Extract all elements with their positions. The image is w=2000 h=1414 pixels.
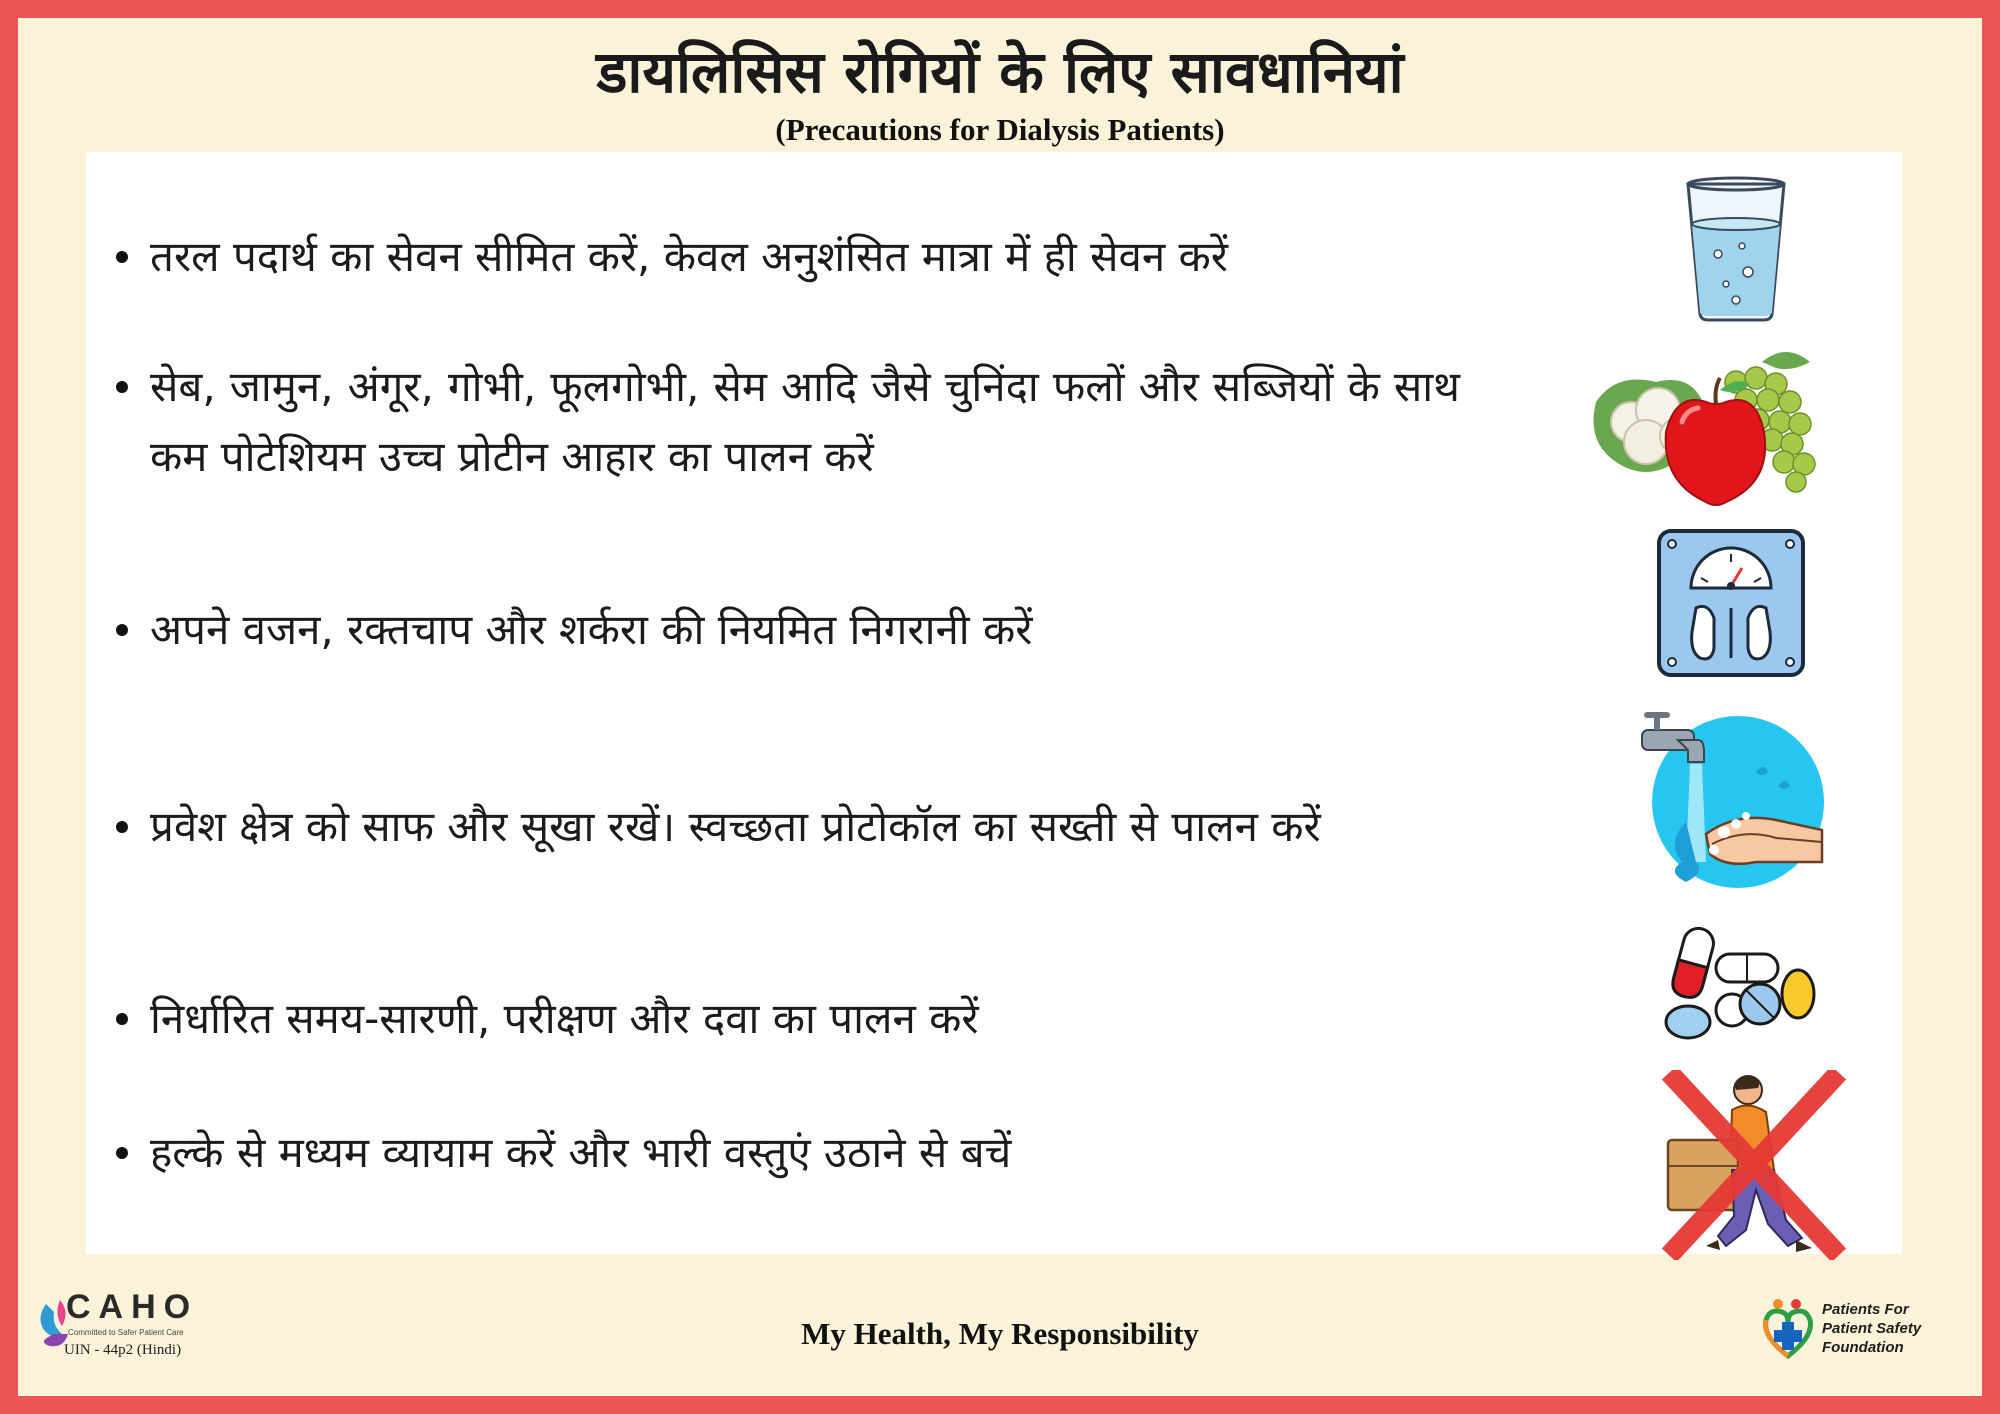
ppsf-line: Patient Safety — [1822, 1320, 1922, 1337]
precaution-text: तरल पदार्थ का सेवन सीमित करें, केवल अनुशंसित मात्रा में ही सेवन करें — [150, 232, 1228, 281]
poster-title: डायलिसिस रोगियों के लिए सावधानियां — [596, 38, 1404, 106]
bullet-icon — [116, 1013, 128, 1025]
precaution-text: निर्धारित समय-सारणी, परीक्षण और दवा का पालन करें — [150, 994, 979, 1043]
precaution-text: हल्के से मध्यम व्यायाम करें और भारी वस्तुएं उठाने से बचें — [150, 1128, 1012, 1177]
uin-code: UIN - 44p2 (Hindi) — [64, 1342, 182, 1358]
ppsf-line: Patients For — [1822, 1301, 1909, 1318]
precaution-text: सेब, जामुन, अंगूर, गोभी, फूलगोभी, सेम आदि जैसे चुनिंदा फलों और सब्जियों के साथ कम पोटेशियम उच्च प्रोटीन आहार का पालन करें — [150, 362, 1460, 481]
precaution-text: अपने वजन, रक्तचाप और शर्करा की नियमित निगरानी करें — [150, 605, 1033, 654]
fruits-vegetables-icon — [1586, 332, 1836, 512]
poster-subtitle: (Precautions for Dialysis Patients) — [775, 112, 1225, 147]
bullet-icon — [116, 624, 128, 636]
caho-tagline: Committed to Safer Patient Care — [68, 1328, 184, 1337]
bullet-icon — [116, 381, 128, 393]
ppsf-logo-text — [1822, 1300, 1921, 1357]
precaution-text: प्रवेश क्षेत्र को साफ और सूखा रखें। स्वच्छता प्रोटोकॉल का सख्ती से पालन करें — [150, 802, 1321, 851]
water-glass-icon — [1676, 176, 1796, 324]
no-heavy-lifting-icon — [1656, 1070, 1846, 1260]
precaution-item — [116, 352, 1460, 492]
precaution-item — [116, 595, 1032, 665]
precautions-panel — [86, 152, 1902, 1254]
bullet-icon — [116, 1147, 128, 1159]
precaution-item — [116, 792, 1321, 862]
weighing-scale-icon — [1656, 528, 1806, 678]
medicine-pills-icon — [1660, 924, 1820, 1054]
precaution-item — [116, 222, 1228, 292]
bullet-icon — [116, 251, 128, 263]
caho-wordmark: CAHO — [66, 1288, 199, 1326]
ppsf-heart-logo-icon — [1760, 1296, 1816, 1360]
precaution-item — [116, 1118, 1011, 1188]
ppsf-line: Foundation — [1822, 1339, 1904, 1356]
footer-slogan: My Health, My Responsibility — [801, 1316, 1199, 1351]
bullet-icon — [116, 821, 128, 833]
precaution-item — [116, 984, 979, 1054]
hand-washing-icon — [1626, 712, 1836, 902]
